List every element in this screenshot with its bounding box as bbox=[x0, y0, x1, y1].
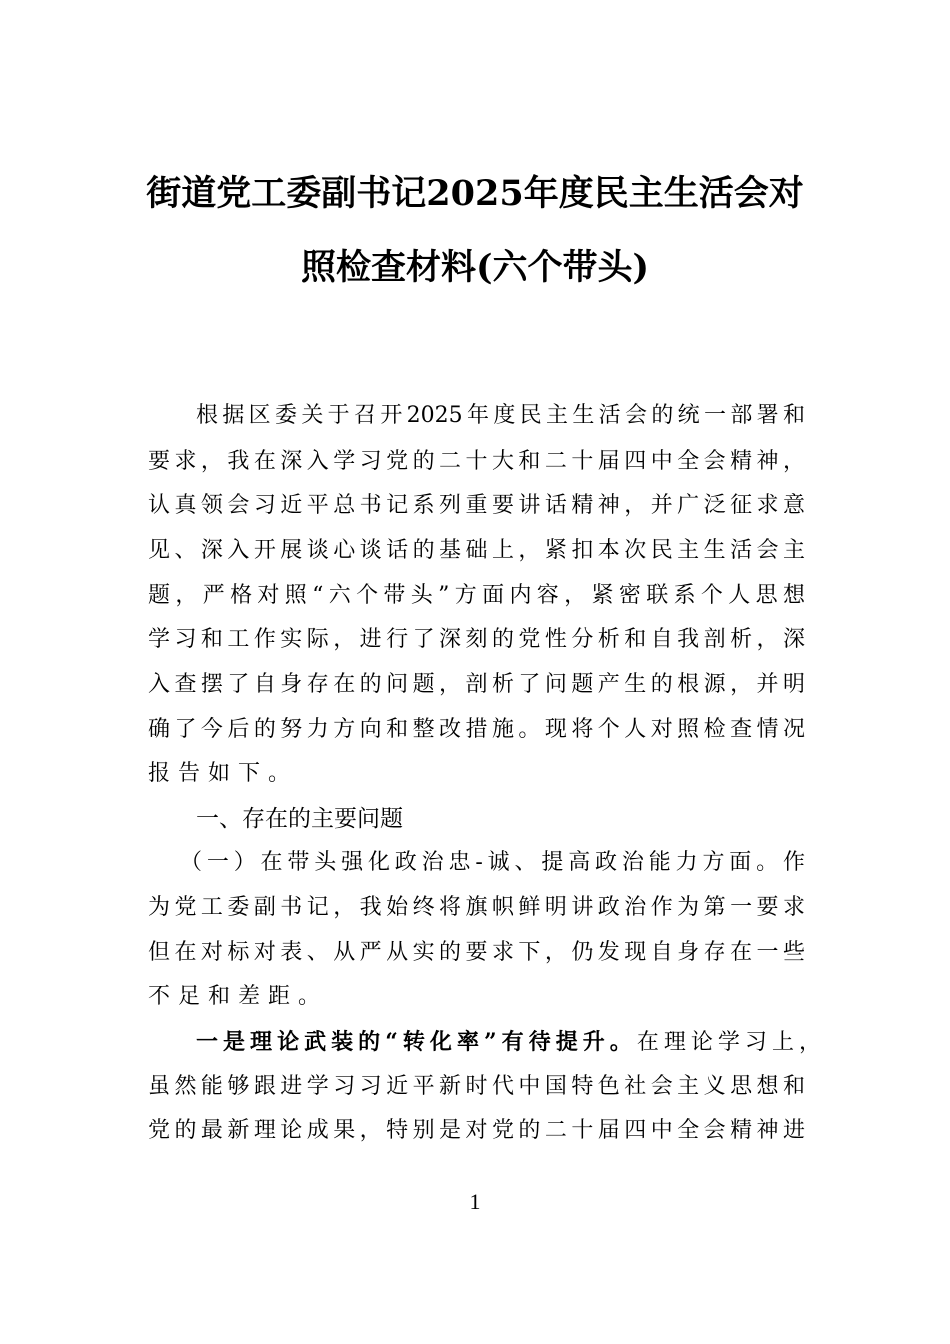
text-line: 虽然能够跟进学习习近平新时代中国特色社会主义思想和 bbox=[148, 1074, 805, 1099]
text-line: 报告如下。 bbox=[148, 761, 299, 786]
text-line: 入查摆了自身存在的问题，剖析了问题产生的根源，并明 bbox=[148, 672, 805, 697]
text-line: 认真领会习近平总书记系列重要讲话精神，并广泛征求意 bbox=[148, 493, 805, 518]
text-line: 根据区委关于召开2025年度民主生活会的统一部署和 bbox=[196, 403, 805, 428]
text-line: 不足和差距。 bbox=[148, 984, 329, 1009]
text-line: 党的最新理论成果，特别是对党的二十届四中全会精神进 bbox=[148, 1118, 805, 1143]
text-line: 题，严格对照“六个带头”方面内容，紧密联系个人思想 bbox=[148, 583, 805, 608]
text-line: 确了今后的努力方向和整改措施。现将个人对照检查情况 bbox=[148, 717, 805, 742]
text-line: 但在对标对表、从严从实的要求下，仍发现自身存在一些 bbox=[148, 940, 805, 965]
text-line: 要求，我在深入学习党的二十大和二十届四中全会精神， bbox=[148, 449, 805, 474]
section-heading: 一、存在的主要问题 bbox=[196, 806, 403, 832]
text-line bbox=[196, 1027, 821, 1058]
point-1-text: 在理论学习上， bbox=[636, 1030, 821, 1055]
point-1-heading: 一是理论武装的“转化率”有待提升。 bbox=[196, 1029, 637, 1055]
document-title-line-1: 街道党工委副书记2025年度民主生活会对 bbox=[146, 173, 804, 214]
text-line: 学习和工作实际，进行了深刻的党性分析和自我剖析，深 bbox=[148, 627, 805, 652]
text-line: 为党工委副书记，我始终将旗帜鲜明讲政治作为第一要求 bbox=[148, 895, 805, 920]
document-title-line-2: 照检查材料(六个带头) bbox=[300, 247, 650, 288]
text-line: （一）在带头强化政治忠-诚、提高政治能力方面。作 bbox=[180, 850, 805, 875]
page-number: 1 bbox=[469, 1189, 481, 1214]
text-line: 见、深入开展谈心谈话的基础上，紧扣本次民主生活会主 bbox=[148, 538, 805, 563]
